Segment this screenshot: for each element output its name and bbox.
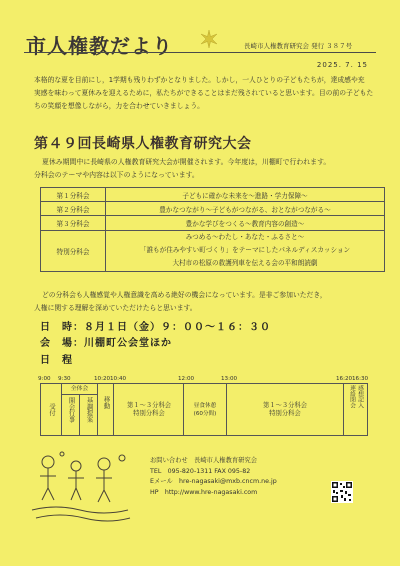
- timeline-tick: 16:30: [352, 376, 369, 382]
- special-line: 「誰もが住みやすい町づくり」をテーマにしたパネルディスカッション: [139, 246, 351, 255]
- reception-label: 受付: [48, 403, 55, 416]
- session-name: 第３分科会: [41, 216, 106, 230]
- schedule-morning-session: 第１～３分科会 特別分科会: [115, 384, 184, 435]
- contact-label: お問い合わせ 長崎市人権教育研究会: [150, 457, 258, 464]
- intro-paragraph: [34, 74, 380, 112]
- qr-code-icon[interactable]: [331, 481, 353, 503]
- session-theme: 豊かなつながり～子どもがつながる、おとながつながる～: [106, 202, 385, 216]
- schedule-lunch: 昼食休憩 (60分間): [184, 384, 227, 435]
- closing-label: 連絡閉会: [348, 385, 355, 409]
- note-line: どの分科会も人権感覚や人権意識を高める絶好の機会になっています。是非ご参加いただき，: [42, 291, 327, 299]
- event-description: [34, 156, 380, 182]
- event-desc-line: 夏休み期間中に長崎県の人権教育研究大会が開催されます。今年度は，川棚町で行われます。: [42, 158, 331, 166]
- table-row: [41, 188, 385, 202]
- newsletter-title: 市人権教だより: [26, 34, 173, 58]
- header-divider: [24, 52, 376, 53]
- event-venue: 会 場：川棚町公会堂ほか: [40, 338, 172, 349]
- publisher-info: 長崎市人権教育研究会 発行 ３８７号: [244, 42, 353, 50]
- table-row: [41, 230, 385, 271]
- timeline-tick: 9:30: [58, 376, 71, 382]
- session-theme: 豊かな学びをつくる～教育内容の創造～: [106, 216, 385, 230]
- contact-website[interactable]: HP http://www.hre-nagasaki.com: [150, 488, 258, 496]
- issue-date: 2025. 7. 15: [316, 61, 368, 69]
- note-paragraph: [34, 289, 380, 314]
- table-row: [41, 216, 385, 230]
- schedule-afternoon-session: 第１～３分科会 特別分科会: [227, 384, 344, 435]
- schedule-closing: [344, 384, 366, 436]
- star-burst-icon: [199, 29, 219, 49]
- special-line: 大村市の松原の救護列車を伝える会の平和朗読劇: [172, 259, 318, 268]
- contact-tel: TEL 095-820-1311 FAX 095-82: [150, 467, 251, 475]
- keynote-label: 基調提案: [85, 397, 93, 423]
- intro-line: 本格的な夏を目前にし，1学期も残りわずかとなりました。しかし，一人ひとりの子どもたちが，達成感や充: [34, 76, 365, 84]
- special-session-theme: [106, 230, 385, 271]
- move-label: 移動: [102, 396, 110, 409]
- schedule-label: 日 程: [40, 355, 73, 366]
- event-desc-line: 分科会のテーマや内容は以下のようになっています。: [34, 171, 199, 179]
- special-line: みつめる～わたし・あなた・ふるさと～: [185, 233, 305, 242]
- session-name: 第２分科会: [41, 202, 106, 216]
- plenary-header: 全体会: [62, 384, 97, 395]
- timeline-tick: 12:00: [178, 376, 195, 382]
- table-row: [41, 202, 385, 216]
- children-illustration: [26, 448, 134, 528]
- intro-line: 実感を味わって夏休みを迎えるために，私たちができることはまだ残されていると思います。目の前の子どもた: [34, 88, 374, 97]
- event-title: 第４９回長崎県人権教育研究大会: [34, 136, 252, 152]
- opening-cell: [62, 395, 80, 435]
- keynote-cell: [80, 395, 97, 435]
- timeline-tick: 16:20: [336, 376, 353, 382]
- timeline-tick: 10:20: [94, 376, 111, 382]
- sessions-table: [40, 187, 385, 272]
- schedule-plenary: [62, 384, 98, 435]
- session-name: 特別分科会: [41, 230, 106, 271]
- schedule-move: [98, 384, 114, 435]
- contact-email[interactable]: Eメール hre-nagasaki@mxb.cncm.ne.jp: [150, 478, 277, 485]
- timeline-tick: 9:00: [38, 376, 51, 382]
- closing-ceremony-label: 感想記入: [356, 385, 363, 409]
- session-name: 第１分科会: [41, 188, 106, 202]
- contact-block: [150, 456, 277, 498]
- intro-line: ちの笑顔を想像しながら，力を合わせていきましょう。: [34, 101, 204, 110]
- session-theme: 子どもに確かな未来を～進路・学力保障～: [106, 188, 385, 202]
- timeline-tick: 10:40: [110, 376, 127, 382]
- note-line: 人権に関する理解を深めていただけたらと思います。: [34, 303, 197, 312]
- schedule-reception: [41, 384, 62, 435]
- schedule-table: [40, 383, 368, 436]
- timeline-tick: 13:00: [221, 376, 238, 382]
- event-datetime: 日 時：８月１日（金）９：００～１６：３０: [40, 322, 271, 333]
- opening-label: 開会行事: [67, 397, 75, 423]
